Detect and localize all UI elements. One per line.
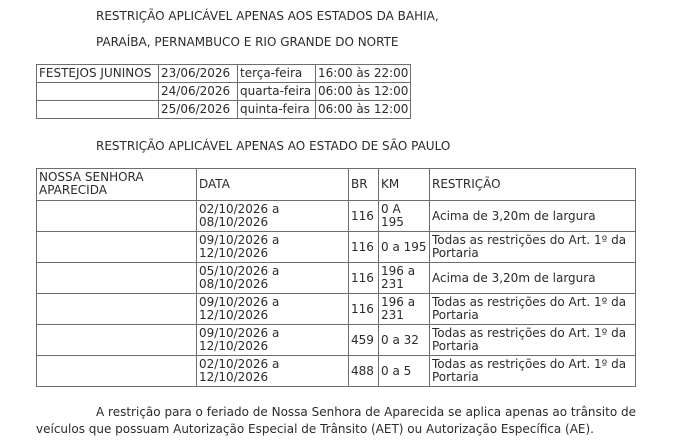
date-range-cell: 02/10/2026 a 12/10/2026 bbox=[197, 356, 349, 387]
restriction-cell: Todas as restrições do Art. 1º da Portaria bbox=[430, 356, 636, 387]
heading-bahia-line2: PARAÍBA, PERNAMBUCO E RIO GRANDE DO NORTE bbox=[96, 35, 399, 49]
km-cell: 196 a 231 bbox=[379, 294, 430, 325]
column-header-km: KM bbox=[379, 169, 430, 201]
date-cell: 23/06/2026 bbox=[159, 65, 238, 83]
table-row bbox=[37, 325, 636, 356]
weekday-cell: quinta-feira bbox=[238, 101, 316, 119]
empty-cell bbox=[37, 356, 197, 387]
table-row bbox=[37, 294, 636, 325]
nossa-senhora-aparecida-table bbox=[36, 168, 636, 387]
date-cell: 25/06/2026 bbox=[159, 101, 238, 119]
heading-sao-paulo: RESTRIÇÃO APLICÁVEL APENAS AO ESTADO DE SÃO PAULO bbox=[96, 139, 451, 153]
restriction-cell: Todas as restrições do Art. 1º da Portaria bbox=[430, 294, 636, 325]
event-label: FESTEJOS JUNINOS bbox=[37, 65, 159, 83]
table-row bbox=[37, 83, 411, 101]
empty-cell bbox=[37, 201, 197, 232]
festejos-juninos-table bbox=[36, 64, 411, 119]
empty-cell bbox=[37, 325, 197, 356]
column-header-restriction: RESTRIÇÃO bbox=[430, 169, 636, 201]
empty-cell bbox=[37, 263, 197, 294]
br-cell: 116 bbox=[349, 294, 379, 325]
table-row bbox=[37, 65, 411, 83]
table-row bbox=[37, 201, 636, 232]
restriction-cell: Acima de 3,20m de largura bbox=[430, 263, 636, 294]
footer-note: A restrição para o feriado de Nossa Senhora de Aparecida se aplica apenas ao trânsito de veículos que possuam Autorização Especial de Trânsito (AET) ou Autorização Específica (AE). bbox=[36, 405, 636, 436]
br-cell: 116 bbox=[349, 232, 379, 263]
column-header-date: DATA bbox=[197, 169, 349, 201]
date-range-cell: 09/10/2026 a 12/10/2026 bbox=[197, 232, 349, 263]
restriction-cell: Todas as restrições do Art. 1º da Portaria bbox=[430, 325, 636, 356]
table-row bbox=[37, 356, 636, 387]
time-cell: 06:00 às 12:00 bbox=[316, 83, 411, 101]
restriction-cell: Acima de 3,20m de largura bbox=[430, 201, 636, 232]
km-cell: 0 a 5 bbox=[379, 356, 430, 387]
time-cell: 16:00 às 22:00 bbox=[316, 65, 411, 83]
empty-cell bbox=[37, 232, 197, 263]
table-row bbox=[37, 263, 636, 294]
heading-bahia-line1: RESTRIÇÃO APLICÁVEL APENAS AOS ESTADOS DA BAHIA, bbox=[96, 9, 439, 23]
date-range-cell: 02/10/2026 a 08/10/2026 bbox=[197, 201, 349, 232]
table-row bbox=[37, 232, 636, 263]
time-cell: 06:00 às 12:00 bbox=[316, 101, 411, 119]
br-cell: 116 bbox=[349, 263, 379, 294]
weekday-cell: terça-feira bbox=[238, 65, 316, 83]
br-cell: 116 bbox=[349, 201, 379, 232]
date-range-cell: 05/10/2026 a 08/10/2026 bbox=[197, 263, 349, 294]
date-cell: 24/06/2026 bbox=[159, 83, 238, 101]
holiday-label: NOSSA SENHORA APARECIDA bbox=[37, 169, 197, 201]
date-range-cell: 09/10/2026 a 12/10/2026 bbox=[197, 325, 349, 356]
km-cell: 0 a 195 bbox=[379, 232, 430, 263]
br-cell: 459 bbox=[349, 325, 379, 356]
table-header-row bbox=[37, 169, 636, 201]
date-range-cell: 09/10/2026 a 12/10/2026 bbox=[197, 294, 349, 325]
km-cell: 196 a 231 bbox=[379, 263, 430, 294]
weekday-cell: quarta-feira bbox=[238, 83, 316, 101]
empty-cell bbox=[37, 101, 159, 119]
empty-cell bbox=[37, 294, 197, 325]
table-row bbox=[37, 101, 411, 119]
restriction-cell: Todas as restrições do Art. 1º da Portaria bbox=[430, 232, 636, 263]
empty-cell bbox=[37, 83, 159, 101]
km-cell: 0 a 32 bbox=[379, 325, 430, 356]
br-cell: 488 bbox=[349, 356, 379, 387]
column-header-br: BR bbox=[349, 169, 379, 201]
km-cell: 0 A 195 bbox=[379, 201, 430, 232]
